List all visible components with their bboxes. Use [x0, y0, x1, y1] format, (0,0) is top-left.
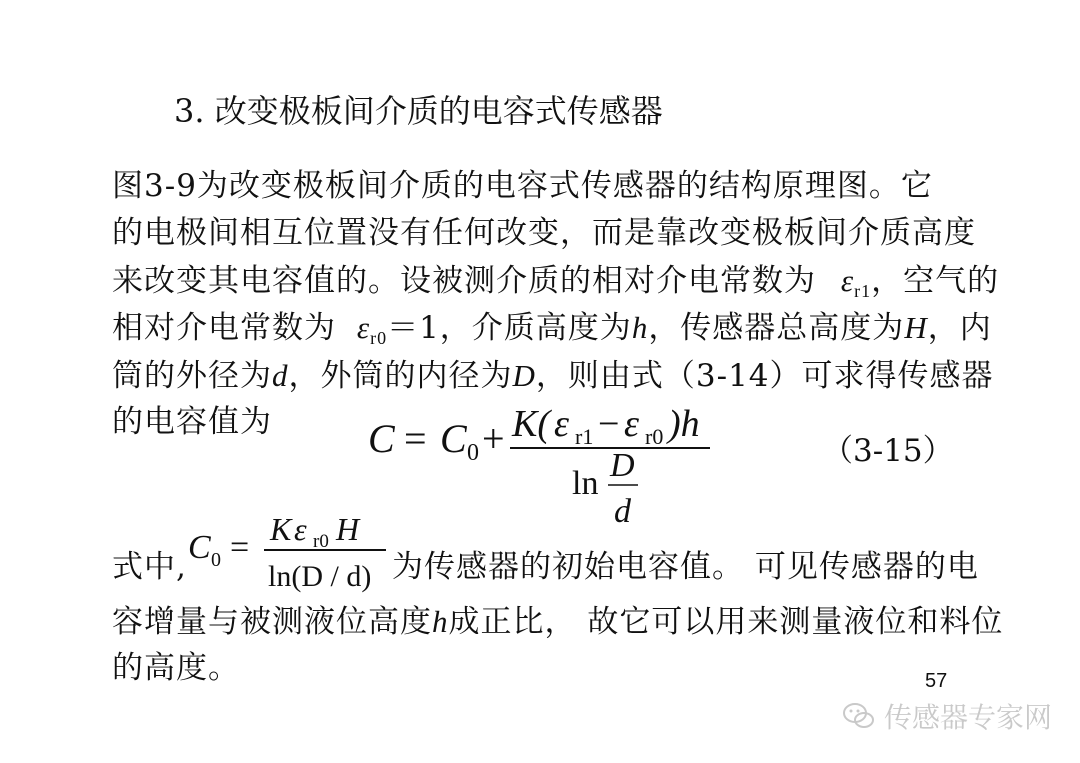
initial-capacitance-equation — [184, 506, 394, 598]
page-number: 57 — [925, 670, 948, 692]
paragraph-line-8: 容增量与被测液位高度h成正比， 故它可以用来测量液位和料位 — [112, 604, 1004, 640]
where-suffix: 为传感器的初始电容值。 可见传感器的电 — [392, 549, 979, 585]
svg-text:K(: K( — [512, 403, 550, 445]
paragraph-line-6: 的电容值为 — [112, 404, 272, 440]
svg-text:=: = — [230, 529, 250, 566]
svg-text:C: C — [368, 416, 395, 461]
paragraph-line-1: 图3-9为改变极板间介质的电容式传感器的结构原理图。它 — [112, 168, 933, 204]
svg-text:ε: ε — [554, 403, 569, 445]
paragraph-line-5: 筒的外径为d，外筒的内径为D，则由式（3-14）可求得传感器 — [112, 358, 994, 394]
wechat-icon — [842, 701, 876, 731]
paragraph-line-3: 来改变其电容值的。设被测介质的相对介电常数为 $\varepsilon_{r1}$，空气的 — [112, 263, 1000, 301]
svg-text:d: d — [614, 493, 631, 530]
epsilon-symbol: $\varepsilon_{r0}$ — [356, 310, 388, 348]
paragraph-line-9: 的高度。 — [112, 650, 240, 686]
epsilon-symbol: $\varepsilon_{r1}$ — [840, 263, 872, 301]
svg-text:ε: ε — [624, 403, 639, 445]
svg-text:r0: r0 — [645, 424, 664, 449]
svg-text:ln(D / d): ln(D / d) — [268, 560, 372, 593]
svg-text:r0: r0 — [313, 531, 329, 552]
svg-text:)h: )h — [668, 403, 700, 445]
svg-text:0: 0 — [211, 549, 221, 571]
svg-text:C: C — [188, 529, 211, 566]
capacitance-equation — [360, 388, 740, 538]
svg-text:K: K — [270, 511, 292, 547]
svg-text:r1: r1 — [575, 424, 594, 449]
svg-text:H: H — [336, 511, 360, 547]
svg-text:ln: ln — [572, 465, 599, 502]
paragraph-line-4: 相对介电常数为 $\varepsilon_{r0}=1$，介质高度为h，传感器总高度为H，内 — [112, 310, 992, 348]
svg-text:C: C — [440, 416, 467, 461]
svg-text:ε: ε — [294, 511, 307, 547]
watermark: 传感器专家网 — [842, 696, 1052, 736]
svg-text:=: = — [404, 416, 427, 461]
svg-text:−: − — [598, 403, 620, 445]
svg-text:0: 0 — [467, 440, 479, 466]
paragraph-line-2: 的电极间相互位置没有任何改变，而是靠改变极板间介质高度 — [112, 215, 976, 251]
svg-text:+: + — [482, 416, 505, 461]
section-heading: 3. 改变极板间介质的电容式传感器 — [174, 92, 663, 130]
equation-number: （3-15） — [822, 433, 954, 469]
svg-text:D: D — [610, 447, 635, 484]
where-prefix: 式中, — [112, 549, 187, 585]
